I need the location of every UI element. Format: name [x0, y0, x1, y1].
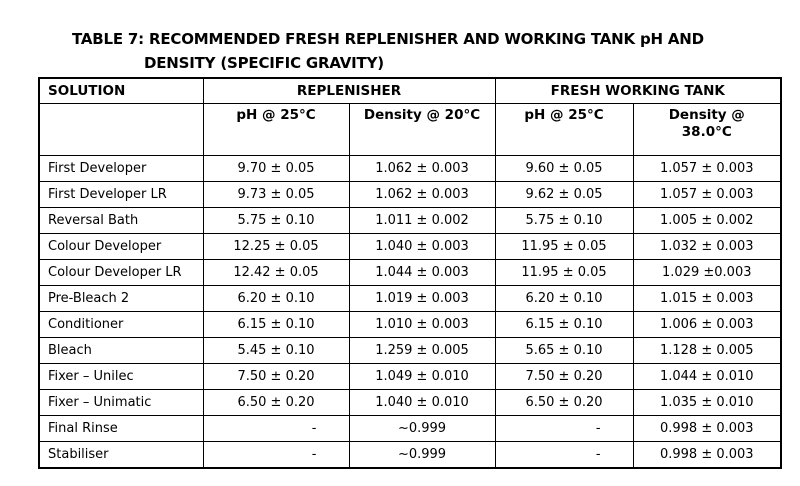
table-row	[39, 338, 781, 364]
cell-tank-ph: 5.65 ± 0.10	[495, 338, 633, 364]
header-rep-density: Density @ 20°C	[349, 104, 495, 156]
cell-rep-density: 1.019 ± 0.003	[349, 286, 495, 312]
header-solution: SOLUTION	[39, 78, 203, 104]
cell-tank-ph: 7.50 ± 0.20	[495, 364, 633, 390]
header-tank-density-line-2: 38.0°C	[681, 124, 732, 140]
cell-tank-ph: 9.60 ± 0.05	[495, 156, 633, 182]
cell-tank-density: 1.015 ± 0.003	[633, 286, 781, 312]
header-rep-ph: pH @ 25°C	[203, 104, 349, 156]
cell-solution: First Developer LR	[39, 182, 203, 208]
cell-tank-density: 1.006 ± 0.003	[633, 312, 781, 338]
cell-solution: Colour Developer	[39, 234, 203, 260]
cell-solution: Fixer – Unimatic	[39, 390, 203, 416]
header-replenisher: REPLENISHER	[203, 78, 495, 104]
cell-tank-ph: 6.20 ± 0.10	[495, 286, 633, 312]
cell-tank-density: 1.057 ± 0.003	[633, 182, 781, 208]
cell-tank-density: 1.057 ± 0.003	[633, 156, 781, 182]
cell-rep-ph: 6.50 ± 0.20	[203, 390, 349, 416]
cell-solution: Final Rinse	[39, 416, 203, 442]
cell-tank-ph: -	[495, 442, 633, 469]
table-title-line-1: TABLE 7: RECOMMENDED FRESH REPLENISHER AND WORKING TANK pH AND	[72, 30, 704, 48]
cell-tank-density: 0.998 ± 0.003	[633, 442, 781, 469]
cell-tank-density: 0.998 ± 0.003	[633, 416, 781, 442]
cell-rep-ph: 5.45 ± 0.10	[203, 338, 349, 364]
cell-rep-ph: 6.20 ± 0.10	[203, 286, 349, 312]
cell-rep-ph: 9.70 ± 0.05	[203, 156, 349, 182]
table-row	[39, 312, 781, 338]
table-row	[39, 442, 781, 469]
cell-tank-ph: 9.62 ± 0.05	[495, 182, 633, 208]
cell-tank-density: 1.035 ± 0.010	[633, 390, 781, 416]
table-row	[39, 182, 781, 208]
cell-tank-density: 1.044 ± 0.010	[633, 364, 781, 390]
cell-rep-density: 1.044 ± 0.003	[349, 260, 495, 286]
cell-rep-ph: 7.50 ± 0.20	[203, 364, 349, 390]
cell-rep-ph: 9.73 ± 0.05	[203, 182, 349, 208]
cell-tank-ph: 6.15 ± 0.10	[495, 312, 633, 338]
cell-tank-ph: 5.75 ± 0.10	[495, 208, 633, 234]
cell-tank-density: 1.032 ± 0.003	[633, 234, 781, 260]
cell-rep-ph: 12.42 ± 0.05	[203, 260, 349, 286]
header-tank-ph: pH @ 25°C	[495, 104, 633, 156]
cell-rep-density: 1.049 ± 0.010	[349, 364, 495, 390]
table-row	[39, 156, 781, 182]
table-title	[72, 27, 792, 75]
table-row	[39, 364, 781, 390]
cell-rep-density: ~0.999	[349, 416, 495, 442]
cell-tank-ph: -	[495, 416, 633, 442]
cell-solution: Pre-Bleach 2	[39, 286, 203, 312]
group-header-row	[39, 78, 781, 104]
table-body	[39, 156, 781, 469]
header-tank-density-line-1: Density @	[668, 107, 745, 123]
cell-solution: Bleach	[39, 338, 203, 364]
table-row	[39, 390, 781, 416]
cell-rep-density: 1.062 ± 0.003	[349, 182, 495, 208]
cell-solution: Reversal Bath	[39, 208, 203, 234]
cell-solution: Fixer – Unilec	[39, 364, 203, 390]
table-title-line-2: DENSITY (SPECIFIC GRAVITY)	[144, 54, 384, 72]
cell-rep-ph: 12.25 ± 0.05	[203, 234, 349, 260]
cell-rep-density: 1.040 ± 0.003	[349, 234, 495, 260]
cell-rep-density: 1.259 ± 0.005	[349, 338, 495, 364]
cell-tank-density: 1.005 ± 0.002	[633, 208, 781, 234]
table-row	[39, 286, 781, 312]
header-blank	[39, 104, 203, 156]
cell-rep-ph: -	[203, 442, 349, 469]
cell-rep-density: 1.011 ± 0.002	[349, 208, 495, 234]
cell-solution: Conditioner	[39, 312, 203, 338]
cell-rep-ph: 6.15 ± 0.10	[203, 312, 349, 338]
cell-rep-density: ~0.999	[349, 442, 495, 469]
header-tank-density	[633, 104, 781, 156]
ph-density-table	[38, 77, 782, 469]
cell-tank-ph: 11.95 ± 0.05	[495, 234, 633, 260]
cell-rep-ph: -	[203, 416, 349, 442]
cell-solution: Colour Developer LR	[39, 260, 203, 286]
table-row	[39, 416, 781, 442]
cell-solution: First Developer	[39, 156, 203, 182]
sub-header-row	[39, 104, 781, 156]
header-working-tank: FRESH WORKING TANK	[495, 78, 781, 104]
cell-rep-density: 1.040 ± 0.010	[349, 390, 495, 416]
table-row	[39, 260, 781, 286]
cell-tank-density: 1.128 ± 0.005	[633, 338, 781, 364]
cell-rep-ph: 5.75 ± 0.10	[203, 208, 349, 234]
cell-rep-density: 1.010 ± 0.003	[349, 312, 495, 338]
cell-tank-density: 1.029 ±0.003	[633, 260, 781, 286]
table-row	[39, 234, 781, 260]
cell-tank-ph: 11.95 ± 0.05	[495, 260, 633, 286]
table-row	[39, 208, 781, 234]
cell-solution: Stabiliser	[39, 442, 203, 469]
cell-tank-ph: 6.50 ± 0.20	[495, 390, 633, 416]
cell-rep-density: 1.062 ± 0.003	[349, 156, 495, 182]
